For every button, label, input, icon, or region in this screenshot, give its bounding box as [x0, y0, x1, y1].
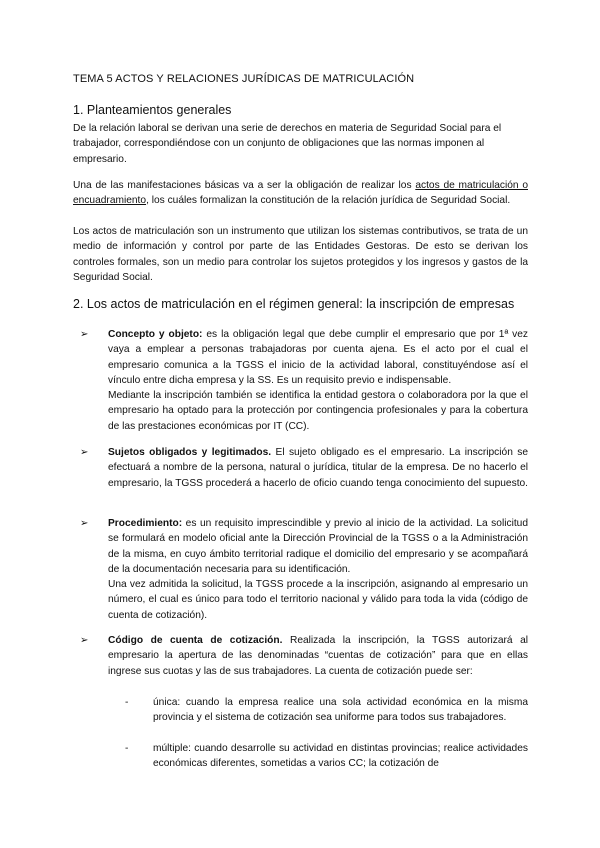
bullet-body: es la obligación legal que debe cumplir el empresario que por 1ª vez vaya a emplear a personas trabajadoras por cuenta ajena. Es el acto por el cual el empresario comunica a la TGSS el inicio de la actividad laboral, constituyéndose así el vínculo entre dicha empresa y la SS. Es un requisito previo e indispensable.	[108, 329, 529, 386]
bullet-extra-text: Una vez admitida la solicitud, la TGSS procede a la inscripción, asignando al empresario un número, el cual es único para todo el territorio nacional y válido para toda la vida (código de cuenta de cotización).	[108, 579, 528, 621]
matriculation-acts-underlined: actos de matriculación o encuadramiento	[73, 180, 528, 207]
subitem-multiple	[125, 741, 528, 772]
bullet-bold-label: Sujetos obligados y legitimados.	[108, 447, 272, 458]
bullet-text	[108, 633, 528, 679]
dash-bullet-icon: -	[125, 743, 129, 754]
bullet-bold-label: Concepto y objeto:	[108, 329, 203, 340]
bullet-extra-text: Mediante la inscripción también se identifica la entidad gestora o colaboradora por la que el empresario ha optado para la protección por contingencia profesionales y para la cobertura de las prestaciones económicas por IT (CC).	[108, 390, 528, 432]
arrow-bullet-icon: ➢	[80, 635, 89, 646]
bullet-body: Realizada la inscripción, la TGSS autorizará al empresario la apertura de las denominadas “cuentas de cotización” para que en ellas ingrese sus cuotas y las de sus trabajadores. La cuenta de cotización puede ser:	[108, 635, 528, 677]
paragraph-2-text-before: Una de las manifestaciones básicas va a ser la obligación de realizar los	[73, 180, 416, 191]
bullet-text	[108, 327, 528, 388]
bullet-bold-label: Procedimiento:	[108, 518, 183, 529]
section-2-heading: 2. Los actos de matriculación en el régimen general: la inscripción de empresas	[73, 297, 515, 311]
bullet-item-procedimiento	[80, 516, 528, 623]
bullet-text	[108, 445, 528, 491]
bullet-body: El sujeto obligado es el empresario. La inscripción se efectuará a nombre de la persona, natural o jurídica, titular de la empresa. De no hacerlo el empresario, la TGSS procederá a hacerlo de oficio cuando tenga conocimiento del supuesto.	[108, 447, 529, 489]
arrow-bullet-icon: ➢	[80, 329, 89, 340]
dash-bullet-icon: -	[125, 697, 129, 708]
arrow-bullet-icon: ➢	[80, 518, 89, 529]
bullet-bold-label: Código de cuenta de cotización.	[108, 635, 283, 646]
section-1-paragraph-2	[73, 178, 528, 209]
subitem-unica	[125, 695, 528, 726]
bullet-item-concepto	[80, 327, 528, 434]
paragraph-2-text-after: , los cuáles formalizan la constitución de la relación jurídica de Seguridad Social.	[146, 195, 511, 207]
section-1-paragraph-3: Los actos de matriculación son un instrumento que utilizan los sistemas contributivos, se trata de un medio de información y control por parte de las Entidades Gestoras. De esto se derivan los controles formales, son un medio para controlar los sujetos protegidos y los ingresos y gastos de la Seguridad Social.	[73, 226, 528, 283]
bullet-text	[108, 516, 528, 577]
subitem-text: única: cuando la empresa realice una sola actividad económica en la misma provincia y el sistema de cotización sea uniforme para todos sus trabajadores.	[153, 697, 528, 724]
document-title: TEMA 5 ACTOS Y RELACIONES JURÍDICAS DE MATRICULACIÓN	[73, 73, 415, 85]
bullet-item-codigo-cuenta	[80, 633, 528, 679]
bullet-body: es un requisito imprescindible y previo al inicio de la actividad. La solicitud se formulará en modelo oficial ante la Dirección Provincial de la TGSS o a la Administración de la misma, en cuyo ámbito territorial radique el domicilio del empresario y se acompañará de la documentación necesaria para su identificación.	[108, 518, 528, 575]
subitem-text: múltiple: cuando desarrolle su actividad en distintas provincias; realice actividades económicas diferentes, sometidas a varios CC; la cotización de	[153, 743, 528, 770]
arrow-bullet-icon: ➢	[80, 447, 89, 458]
section-1-paragraph-1: De la relación laboral se derivan una serie de derechos en materia de Seguridad Social para el trabajador, correspondiéndose con un conjunto de obligaciones que las normas imponen al empresario.	[73, 123, 502, 165]
bullet-item-sujetos	[80, 445, 528, 491]
section-1-heading: 1. Planteamientos generales	[73, 103, 232, 117]
